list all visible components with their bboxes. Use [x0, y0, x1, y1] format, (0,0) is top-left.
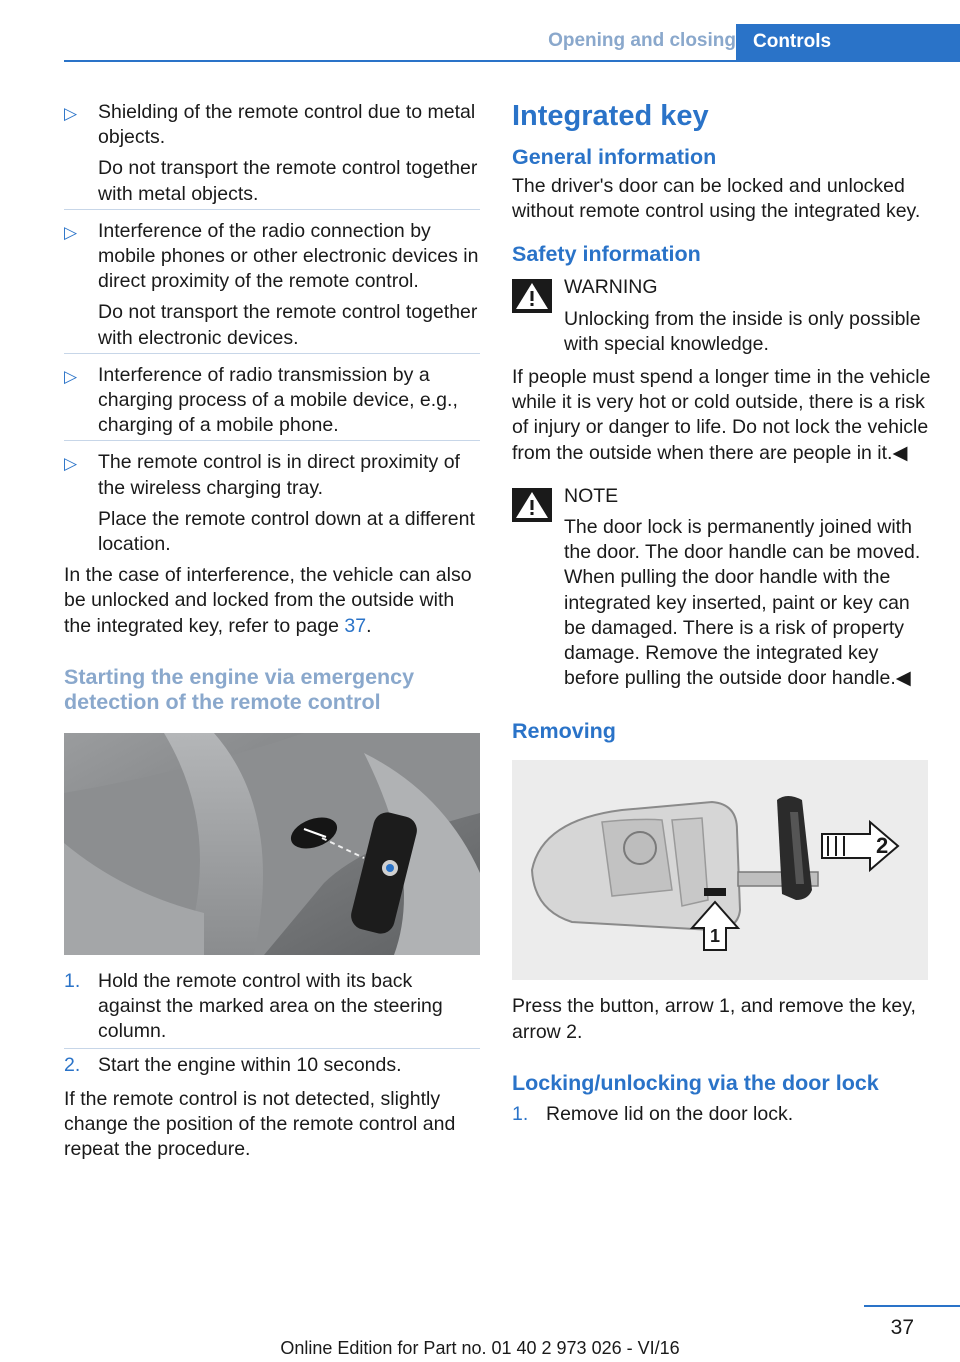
section-tab[interactable]: Opening and closing	[548, 30, 736, 51]
list-item	[64, 219, 480, 354]
step-item	[64, 969, 480, 1050]
chapter-tab[interactable]: Controls	[736, 24, 960, 62]
step-text: Remove lid on the door lock.	[546, 1102, 794, 1125]
step-item	[64, 1053, 480, 1082]
triangle-bullet-icon: ▷	[64, 222, 78, 242]
general-info-text: The driver's door can be locked and unlocked without remote control using the integrated key.	[512, 175, 921, 223]
triangle-bullet-icon: ▷	[64, 454, 78, 474]
note-label: NOTE	[564, 484, 619, 507]
removing-text: Press the button, arrow 1, and remove the key, arrow 2.	[512, 995, 916, 1043]
list-item	[64, 363, 480, 442]
step-item	[512, 1102, 932, 1131]
removing-heading: Removing	[512, 719, 616, 744]
list-item-text: Interference of radio transmission by a charging process of a mobile device, e.g., charging of a mobile phone.	[98, 363, 458, 437]
not-detected-paragraph: If the remote control is not detected, slightly change the position of the remote control and repeat the procedure.	[64, 1087, 456, 1161]
key-removal-image	[512, 760, 928, 980]
emergency-steps	[64, 969, 480, 1083]
arrow-label-1: 1	[710, 926, 721, 947]
note-text: The door lock is permanently joined with the door. The door handle can be moved. When pulling the door handle with the integrated key inserted, paint or key can be damaged. There is a risk of property damage. Remove the integrated key before pulling the outside door handle.◀	[564, 516, 921, 690]
list-item-text: Shielding of the remote control due to metal objects.	[98, 101, 476, 149]
interference-list	[64, 100, 480, 559]
warning-icon	[512, 279, 552, 313]
edition-footer: Online Edition for Part no. 01 40 2 973 026 - VI/16	[280, 1338, 680, 1358]
safety-info-heading: Safety information	[512, 242, 701, 267]
warning-label: WARNING	[564, 276, 658, 299]
steering-column-image	[64, 733, 480, 955]
page-header	[64, 24, 960, 62]
note-notice	[512, 484, 932, 692]
door-lock-heading: Locking/unlocking via the door lock	[512, 1070, 879, 1095]
door-lock-steps	[512, 1102, 932, 1131]
integrated-key-title: Integrated key	[512, 100, 709, 132]
interference-text: In the case of interference, the vehicle can also be unlocked and locked from the outside with the integrated key, refer to page	[64, 564, 472, 637]
triangle-bullet-icon: ▷	[64, 366, 78, 386]
interference-paragraph	[64, 563, 480, 639]
list-item	[64, 100, 480, 210]
key-removal-illustration	[512, 760, 928, 980]
step-text: Start the engine within 10 seconds.	[98, 1054, 402, 1077]
list-item-text: Interference of the radio connection by mobile phones or other electronic devices in direct proximity of the remote control.	[98, 219, 479, 293]
step-number: 1.	[512, 1102, 529, 1125]
steering-column-illustration	[64, 733, 480, 955]
page-reference-link[interactable]: 37	[344, 614, 367, 637]
arrow-label-2: 2	[876, 833, 889, 859]
left-column	[64, 100, 480, 1162]
page-number: 37	[890, 1316, 914, 1339]
step-number: 2.	[64, 1054, 81, 1077]
caution-icon	[512, 488, 552, 522]
footer-rule	[864, 1305, 960, 1307]
warning-text-2: If people must spend a longer time in the vehicle while it is very hot or cold outside, there is a risk of injury or danger to life. Do not lock the vehicle from the outside when there are people in it.◀	[512, 366, 931, 464]
general-info-heading: General information	[512, 145, 717, 169]
interference-text-end: .	[366, 614, 372, 637]
emergency-heading: Starting the engine via emergency detection of the remote control	[64, 664, 415, 714]
list-item	[64, 450, 480, 559]
step-text: Hold the remote control with its back against the marked area on the steering column.	[98, 969, 443, 1043]
header-rule	[64, 60, 960, 62]
right-column	[512, 100, 932, 1135]
list-item-subtext: Do not transport the remote control together with electronic devices.	[98, 301, 478, 349]
list-item-subtext: Place the remote control down at a different location.	[98, 507, 475, 556]
list-item-subtext: Do not transport the remote control together with metal objects.	[98, 157, 478, 205]
triangle-bullet-icon: ▷	[64, 104, 78, 123]
warning-text: Unlocking from the inside is only possible with special knowledge.	[564, 307, 921, 355]
warning-notice	[512, 275, 932, 357]
list-item-text: The remote control is in direct proximity of the wireless charging tray.	[98, 451, 460, 499]
step-number: 1.	[64, 969, 81, 992]
